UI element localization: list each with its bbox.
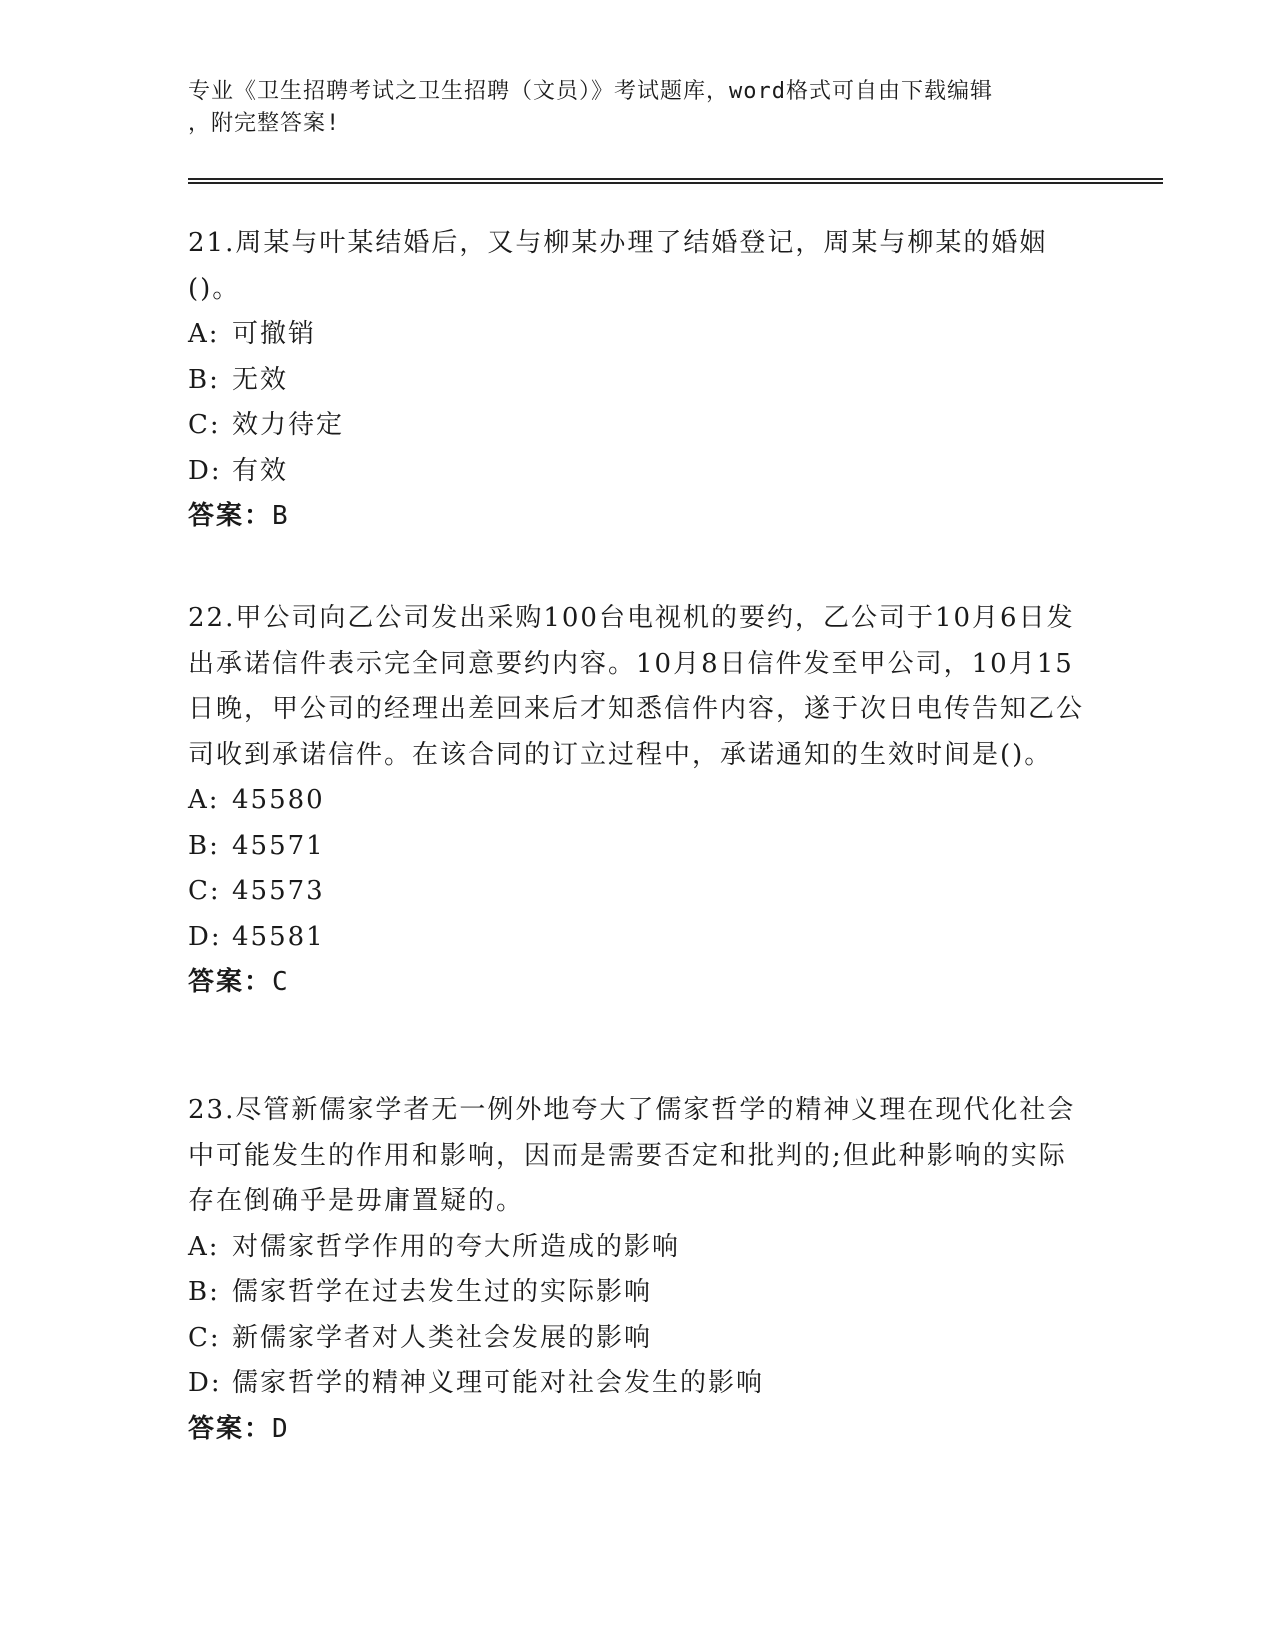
option-a [188, 778, 1088, 824]
option-key: D: [188, 921, 222, 952]
header-line-2: ，附完整答案! [188, 111, 341, 136]
answer-label: 答案： [188, 967, 273, 997]
answer-value: B [272, 501, 290, 531]
option-c [188, 1316, 1088, 1362]
answer-value: D [272, 1413, 290, 1444]
answer-line [188, 494, 1088, 540]
answer-value: C [272, 967, 290, 997]
answer-label: 答案： [188, 501, 273, 531]
header-line-1: 专业《卫生招聘考试之卫生招聘（文员）》考试题库，word格式可自由下载编辑 [188, 79, 993, 104]
option-c [188, 869, 1088, 915]
option-key: B: [188, 364, 220, 395]
option-key: C: [188, 876, 221, 906]
option-b [188, 1270, 1088, 1316]
question-21 [188, 221, 1088, 540]
option-b [188, 824, 1088, 870]
option-text: 新儒家学者对人类社会发展的影响 [232, 1322, 653, 1353]
option-text: 可撤销 [232, 319, 317, 349]
question-stem: 23.尽管新儒家学者无一例外地夸大了儒家哲学的精神义理在现代化社会中可能发生的作用和影响，因而是需要否定和批判的;但此种影响的实际存在倒确乎是毋庸置疑的。 [188, 1095, 1076, 1216]
answer-line [188, 960, 1088, 1006]
question-23 [188, 1088, 1088, 1452]
option-key: A: [188, 319, 220, 349]
option-text: 无效 [232, 364, 289, 395]
header-divider [188, 178, 1163, 184]
option-text: 45581 [232, 921, 325, 952]
option-text: 有效 [232, 455, 289, 486]
document-header [188, 76, 1078, 140]
option-key: B: [188, 830, 220, 861]
option-text: 效力待定 [232, 410, 345, 440]
option-key: B: [188, 1277, 220, 1307]
option-a [188, 1225, 1088, 1271]
option-key: A: [188, 785, 220, 815]
option-key: D: [188, 455, 222, 486]
option-text: 45571 [232, 830, 325, 861]
option-d [188, 449, 1088, 495]
option-d [188, 1361, 1088, 1407]
option-text: 对儒家哲学作用的夸大所造成的影响 [232, 1231, 681, 1262]
option-c [188, 403, 1088, 449]
option-text: 儒家哲学的精神义理可能对社会发生的影响 [232, 1368, 765, 1398]
option-key: A: [188, 1231, 220, 1262]
option-text: 45573 [232, 876, 325, 906]
option-key: D: [188, 1368, 222, 1398]
option-text: 儒家哲学在过去发生过的实际影响 [232, 1277, 653, 1307]
option-d [188, 915, 1088, 961]
answer-label: 答案： [188, 1413, 273, 1444]
option-text: 45580 [232, 785, 325, 815]
question-stem: 22.甲公司向乙公司发出采购100台电视机的要约，乙公司于10月6日发出承诺信件表示完全同意要约内容。10月8日信件发至甲公司，10月15日晚，甲公司的经理出差回来后才知悉信件内容，遂于次日电传告知乙公司收到承诺信件。在该合同的订立过程中，承诺通知的生效时间是()。 [188, 603, 1085, 770]
question-22 [188, 596, 1088, 1006]
option-a [188, 312, 1088, 358]
question-stem: 21.周某与叶某结婚后，又与柳某办理了结婚登记，周某与柳某的婚姻()。 [188, 228, 1048, 304]
option-b [188, 358, 1088, 404]
option-key: C: [188, 410, 221, 440]
answer-line [188, 1407, 1088, 1453]
option-key: C: [188, 1322, 221, 1353]
